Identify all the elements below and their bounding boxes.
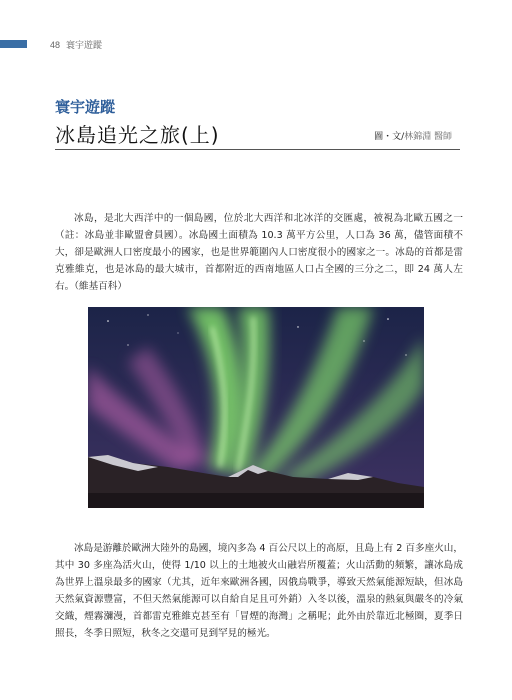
author-name: 林錦淵 醫師 (404, 132, 452, 142)
aurora-photo (88, 307, 424, 508)
paragraph-geography: 冰島是游離於歐洲大陸外的島國，境內多為 4 百公尺以上的高原，且島上有 2 百多座火山，其中 30 多座為活火山，使得 1/10 以上的土地被火山融岩所覆蓋；火山活動的頻繁，讓冰島成為世界上溫泉最多的國家（尤其，近年來歐洲各國，因俄烏戰爭，導致天然氣能源短缺，但冰島天然氣資源豐富，不但天然氣能源可以自給自足且可外銷）入冬以後，溫泉的熱氣與嚴冬的冷氣交織，煙霧瀰漫，首都雷克雅維克甚至有「冒煙的海灣」之稱呢；此外由於靠近北極圈，夏季日照長，冬季日照短，秋冬之交還可見到罕見的極光。 (55, 543, 463, 639)
page-header (50, 38, 102, 51)
article-title: 冰島追光之旅(上) (55, 123, 220, 147)
paragraph-intro: 冰島，是北大西洋中的一個島國，位於北大西洋和北冰洋的交匯處，被視為北歐五國之一（註：冰島並非歐盟會員國）。冰島國土面積為 10.3 萬平方公里，人口為 36 萬，儘管面積不大，卻是歐洲人口密度最小的國家，也是世界範圍內人口密度很小的國家之一。冰島的首都是雷克雅維克，也是冰島的最大城市，首都附近的西南地區人口占全國的三分之二，即 24 萬人左右。（維基百科） (55, 213, 463, 292)
foreground-field (88, 493, 424, 508)
header-accent-bar (0, 40, 27, 48)
page-number: 48 (50, 40, 61, 50)
header-section-name: 寰宇遊蹤 (66, 40, 103, 50)
section-label: 寰宇遊蹤 (55, 98, 116, 116)
title-divider (55, 149, 460, 150)
author-prefix: 圖・文/ (374, 132, 405, 142)
author-credit (374, 129, 452, 142)
